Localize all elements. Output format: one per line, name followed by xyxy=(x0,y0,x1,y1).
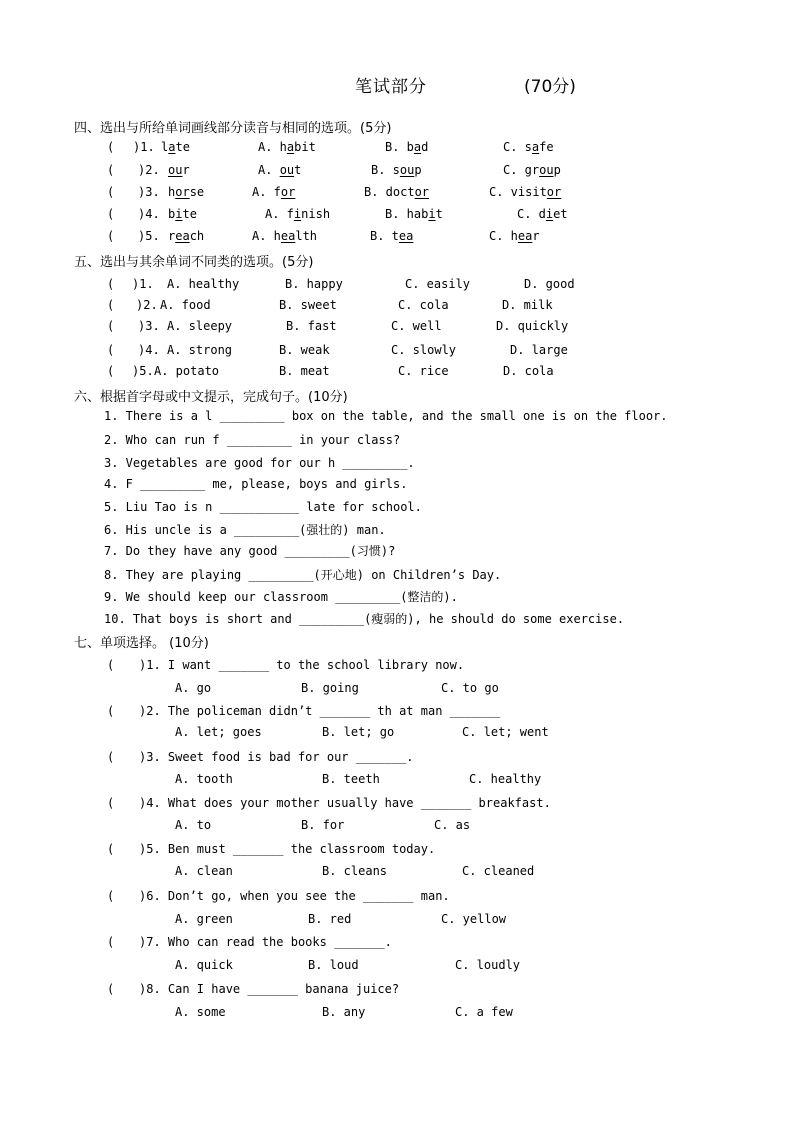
word-prefix: b xyxy=(168,207,176,221)
option-a xyxy=(258,140,316,154)
question-number: )5. xyxy=(138,229,160,243)
section7-heading: 七、单项选择。 (10分) xyxy=(74,636,209,651)
answer-paren: ( xyxy=(107,343,115,357)
option-c: C. let; went xyxy=(462,725,549,739)
option-b: B. happy xyxy=(285,277,343,291)
underlined-part: ea xyxy=(280,229,296,243)
question-number: )4. xyxy=(138,343,160,357)
option-c: C. well xyxy=(391,319,442,333)
question-stem: )8. Can I have _______ banana juice? xyxy=(139,982,400,996)
word-prefix: A. f xyxy=(252,185,281,199)
word-prefix: C. s xyxy=(503,140,532,154)
option-b xyxy=(370,229,413,243)
word-prefix: C. d xyxy=(517,207,546,221)
option-a: A. strong xyxy=(167,343,233,357)
question-stem: )1. I want _______ to the school library now. xyxy=(139,658,465,672)
option-c: C. cola xyxy=(398,298,449,312)
question-stem: )2. The policeman didn’t _______ th at man _______ xyxy=(139,704,501,718)
option-d: D. cola xyxy=(503,364,554,378)
sentence-item: 8. They are playing _________(开心地) on Children’s Day. xyxy=(104,568,502,582)
word-prefix: B. doct xyxy=(364,185,415,199)
word-suffix: te xyxy=(182,207,197,221)
answer-paren: ( xyxy=(107,163,115,177)
answer-paren: ( xyxy=(107,658,115,672)
option-a: A. let; goes xyxy=(175,725,262,739)
word-suffix: te xyxy=(175,140,190,154)
option-d: D. milk xyxy=(502,298,553,312)
option-b: B. going xyxy=(301,681,359,695)
option-b: B. let; go xyxy=(322,725,395,739)
answer-paren: ( xyxy=(107,229,115,243)
question-number: )5. xyxy=(132,364,154,378)
given-word xyxy=(168,229,204,243)
word-suffix: r xyxy=(182,163,190,177)
answer-paren: ( xyxy=(107,704,115,718)
word-prefix: C. h xyxy=(489,229,518,243)
option-c: C. cleaned xyxy=(462,864,535,878)
sentence-item: 5. Liu Tao is n ___________ late for school. xyxy=(104,500,422,514)
given-word xyxy=(161,140,190,154)
answer-paren: ( xyxy=(107,207,115,221)
underlined-part: a xyxy=(531,140,540,154)
word-suffix: ch xyxy=(189,229,205,243)
answer-paren: ( xyxy=(107,364,115,378)
option-b xyxy=(371,163,422,177)
question-number: )1. xyxy=(132,277,154,291)
underlined-part: i xyxy=(428,207,436,221)
option-c: C. easily xyxy=(405,277,471,291)
option-b xyxy=(385,207,443,221)
option-c: C. rice xyxy=(398,364,449,378)
underlined-part: a xyxy=(286,140,295,154)
question-stem: )4. What does your mother usually have _______ breakfast. xyxy=(139,796,551,810)
sentence-item: 4. F _________ me, please, boys and girls. xyxy=(104,477,408,491)
sentence-item: 10. That boys is short and _________(瘦弱的), he should do some exercise. xyxy=(104,612,625,626)
word-suffix: r xyxy=(532,229,540,243)
option-a xyxy=(258,163,301,177)
option-c xyxy=(489,229,540,243)
option-a: A. healthy xyxy=(167,277,240,291)
sentence-item: 6. His uncle is a _________(强壮的) man. xyxy=(104,523,386,537)
word-prefix: A. h xyxy=(252,229,281,243)
underlined-part: or xyxy=(280,185,296,199)
word-suffix: et xyxy=(553,207,568,221)
option-c xyxy=(517,207,568,221)
word-prefix: h xyxy=(168,185,176,199)
question-stem: )7. Who can read the books _______. xyxy=(139,935,392,949)
word-suffix: t xyxy=(435,207,443,221)
option-b: B. for xyxy=(301,818,345,832)
word-suffix: lth xyxy=(295,229,318,243)
option-c: C. loudly xyxy=(455,958,521,972)
given-word xyxy=(168,185,204,199)
underlined-part: i xyxy=(175,207,183,221)
option-a xyxy=(252,229,317,243)
answer-paren: ( xyxy=(107,750,115,764)
option-c: C. slowly xyxy=(391,343,457,357)
question-stem: )5. Ben must _______ the classroom today. xyxy=(139,842,436,856)
option-a: A. some xyxy=(175,1005,226,1019)
option-a: A. quick xyxy=(175,958,233,972)
answer-paren: ( xyxy=(107,796,115,810)
word-suffix: p xyxy=(553,163,561,177)
underlined-part: a xyxy=(168,140,176,154)
word-prefix: l xyxy=(161,140,169,154)
option-b: B. sweet xyxy=(279,298,337,312)
section4-heading: 四、选出与所给单词画线部分读音与相同的选项。(5分) xyxy=(74,121,392,136)
total-score: (70分) xyxy=(524,77,576,97)
option-b: B. fast xyxy=(286,319,337,333)
option-b xyxy=(385,140,428,154)
option-a xyxy=(265,207,330,221)
option-a: A. potato xyxy=(154,364,220,378)
underlined-part: ea xyxy=(398,229,414,243)
option-a: A. green xyxy=(175,912,233,926)
word-suffix: se xyxy=(189,185,205,199)
word-suffix: t xyxy=(294,163,302,177)
sentence-item: 7. Do they have any good _________(习惯)? xyxy=(104,544,396,558)
option-d: D. good xyxy=(524,277,575,291)
word-prefix: C. visit xyxy=(489,185,547,199)
option-b: B. meat xyxy=(279,364,330,378)
answer-paren: ( xyxy=(107,185,115,199)
question-number: )4. xyxy=(138,207,160,221)
word-prefix: B. s xyxy=(371,163,400,177)
answer-paren: ( xyxy=(107,842,115,856)
sentence-item: 1. There is a l _________ box on the table, and the small one is on the floor. xyxy=(104,409,668,423)
answer-paren: ( xyxy=(107,319,115,333)
underlined-part: a xyxy=(413,140,422,154)
option-a: A. tooth xyxy=(175,772,233,786)
option-c: C. as xyxy=(434,818,471,832)
option-a: A. food xyxy=(160,298,211,312)
underlined-part: i xyxy=(545,207,554,221)
underlined-part: ea xyxy=(175,229,190,243)
option-a: A. to xyxy=(175,818,212,832)
question-number: )3. xyxy=(138,185,160,199)
word-suffix: d xyxy=(421,140,429,154)
underlined-part: ou xyxy=(279,163,295,177)
answer-paren: ( xyxy=(107,277,115,291)
option-b: B. red xyxy=(308,912,352,926)
sentence-item: 9. We should keep our classroom _________(整洁的). xyxy=(104,590,458,604)
option-c xyxy=(503,163,561,177)
option-c: C. a few xyxy=(455,1005,513,1019)
word-suffix: p xyxy=(414,163,422,177)
answer-paren: ( xyxy=(107,140,115,154)
underlined-part: ou xyxy=(399,163,415,177)
option-a: A. clean xyxy=(175,864,233,878)
option-b: B. any xyxy=(322,1005,366,1019)
word-suffix: fe xyxy=(539,140,554,154)
option-b: B. weak xyxy=(279,343,330,357)
word-suffix: bit xyxy=(294,140,316,154)
option-b xyxy=(364,185,429,199)
word-prefix: B. b xyxy=(385,140,414,154)
option-b: B. cleans xyxy=(322,864,388,878)
word-prefix: A. f xyxy=(265,207,294,221)
option-d: D. quickly xyxy=(496,319,569,333)
section6-heading: 六、根据首字母或中文提示，完成句子。(10分) xyxy=(74,390,348,405)
question-stem: )6. Don’t go, when you see the _______ man. xyxy=(139,889,450,903)
question-number: )2. xyxy=(138,163,160,177)
underlined-part: ea xyxy=(517,229,533,243)
underlined-part: or xyxy=(175,185,190,199)
word-suffix: nish xyxy=(301,207,331,221)
option-a xyxy=(252,185,295,199)
section5-heading: 五、选出与其余单词不同类的选项。(5分) xyxy=(74,255,314,270)
sentence-item: 3. Vegetables are good for our h _________. xyxy=(104,456,415,470)
underlined-part: or xyxy=(414,185,430,199)
option-a: A. sleepy xyxy=(167,319,233,333)
word-prefix: A. xyxy=(258,163,280,177)
answer-paren: ( xyxy=(107,889,115,903)
given-word xyxy=(168,163,190,177)
question-number: )3. xyxy=(138,319,160,333)
page-title: 笔试部分 xyxy=(355,77,427,97)
option-c xyxy=(503,140,554,154)
underlined-part: or xyxy=(546,185,562,199)
word-prefix: C. gr xyxy=(503,163,540,177)
given-word xyxy=(168,207,197,221)
word-prefix: A. h xyxy=(258,140,287,154)
underlined-part: ou xyxy=(168,163,183,177)
question-stem: )3. Sweet food is bad for our _______. xyxy=(139,750,414,764)
option-a: A. go xyxy=(175,681,212,695)
word-prefix: r xyxy=(168,229,176,243)
word-prefix: B. t xyxy=(370,229,399,243)
sentence-item: 2. Who can run f _________ in your class? xyxy=(104,433,401,447)
option-c: C. to go xyxy=(441,681,499,695)
word-prefix: B. hab xyxy=(385,207,429,221)
option-c: C. healthy xyxy=(469,772,542,786)
answer-paren: ( xyxy=(107,935,115,949)
question-number: )2. xyxy=(136,298,158,312)
underlined-part: ou xyxy=(539,163,554,177)
option-d: D. large xyxy=(510,343,568,357)
option-b: B. loud xyxy=(308,958,359,972)
question-number: )1. xyxy=(133,140,155,154)
option-b: B. teeth xyxy=(322,772,380,786)
answer-paren: ( xyxy=(107,298,115,312)
option-c: C. yellow xyxy=(441,912,507,926)
option-c xyxy=(489,185,561,199)
answer-paren: ( xyxy=(107,982,115,996)
underlined-part: i xyxy=(293,207,302,221)
